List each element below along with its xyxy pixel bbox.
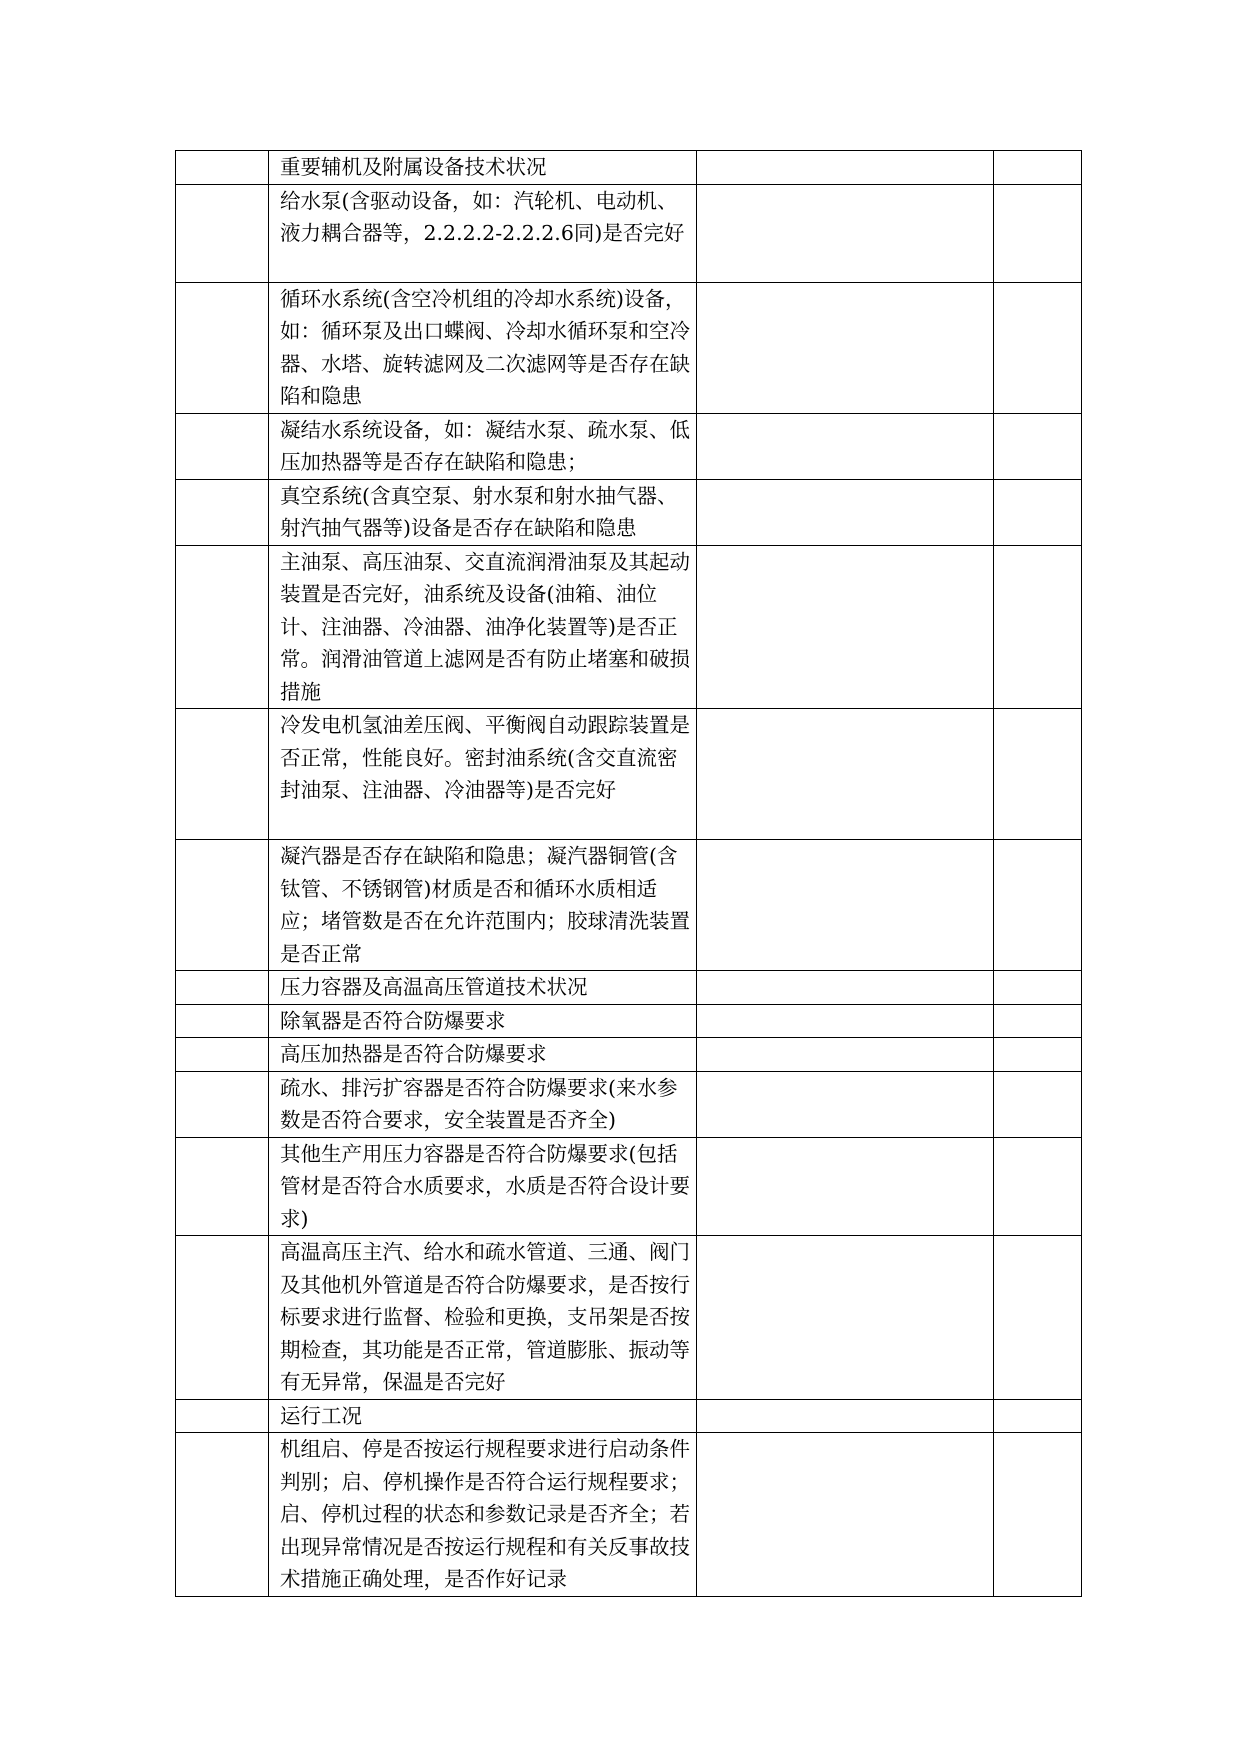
table-row	[176, 545, 1082, 709]
item-number-cell	[176, 282, 269, 413]
remark-cell	[994, 1399, 1082, 1433]
result-cell	[697, 840, 994, 971]
table-row	[176, 282, 1082, 413]
item-number-cell	[176, 151, 269, 185]
item-text-cell: 真空系统(含真空泵、射水泵和射水抽气器、射汽抽气器等)设备是否存在缺陷和隐患	[269, 479, 697, 545]
item-text-cell: 高温高压主汽、给水和疏水管道、三通、阀门及其他机外管道是否符合防爆要求，是否按行标要求进行监督、检验和更换，支吊架是否按期检查，其功能是否正常，管道膨胀、振动等有无异常，保温是否完好	[269, 1236, 697, 1400]
remark-cell	[994, 479, 1082, 545]
table-row	[176, 151, 1082, 185]
item-number-cell	[176, 840, 269, 971]
remark-cell	[994, 709, 1082, 840]
remark-cell	[994, 282, 1082, 413]
checklist-body	[176, 151, 1082, 1597]
item-text-cell: 主油泵、高压油泵、交直流润滑油泵及其起动装置是否完好，油系统及设备(油箱、油位计、注油器、冷油器、油净化装置等)是否正常。润滑油管道上滤网是否有防止堵塞和破损措施	[269, 545, 697, 709]
item-text-cell: 循环水系统(含空冷机组的冷却水系统)设备，如：循环泵及出口蝶阀、冷却水循环泵和空冷器、水塔、旋转滤网及二次滤网等是否存在缺陷和隐患	[269, 282, 697, 413]
item-text-cell: 机组启、停是否按运行规程要求进行启动条件判别；启、停机操作是否符合运行规程要求；启、停机过程的状态和参数记录是否齐全；若出现异常情况是否按运行规程和有关反事故技术措施正确处理，是否作好记录	[269, 1433, 697, 1597]
table-row	[176, 479, 1082, 545]
table-row	[176, 1236, 1082, 1400]
result-cell	[697, 282, 994, 413]
item-text-cell: 冷发电机氢油差压阀、平衡阀自动跟踪装置是否正常，性能良好。密封油系统(含交直流密封油泵、注油器、冷油器等)是否完好	[269, 709, 697, 840]
item-number-cell	[176, 413, 269, 479]
inspection-checklist-table	[175, 150, 1082, 1597]
table-row	[176, 184, 1082, 282]
item-number-cell	[176, 545, 269, 709]
result-cell	[697, 1038, 994, 1072]
table-row	[176, 1399, 1082, 1433]
item-text-cell: 压力容器及高温高压管道技术状况	[269, 971, 697, 1005]
item-text-cell: 高压加热器是否符合防爆要求	[269, 1038, 697, 1072]
table-row	[176, 709, 1082, 840]
remark-cell	[994, 1071, 1082, 1137]
item-text-cell: 凝汽器是否存在缺陷和隐患；凝汽器铜管(含钛管、不锈钢管)材质是否和循环水质相适应；堵管数是否在允许范围内；胶球清洗装置是否正常	[269, 840, 697, 971]
item-number-cell	[176, 971, 269, 1005]
result-cell	[697, 971, 994, 1005]
remark-cell	[994, 840, 1082, 971]
result-cell	[697, 1399, 994, 1433]
item-number-cell	[176, 1433, 269, 1597]
item-number-cell	[176, 1038, 269, 1072]
table-row	[176, 413, 1082, 479]
remark-cell	[994, 545, 1082, 709]
result-cell	[697, 151, 994, 185]
remark-cell	[994, 184, 1082, 282]
item-number-cell	[176, 1071, 269, 1137]
item-number-cell	[176, 1399, 269, 1433]
table-row	[176, 1004, 1082, 1038]
remark-cell	[994, 413, 1082, 479]
item-text-cell: 运行工况	[269, 1399, 697, 1433]
result-cell	[697, 413, 994, 479]
remark-cell	[994, 151, 1082, 185]
item-number-cell	[176, 184, 269, 282]
table-row	[176, 1071, 1082, 1137]
remark-cell	[994, 971, 1082, 1005]
item-text-cell: 凝结水系统设备，如：凝结水泵、疏水泵、低压加热器等是否存在缺陷和隐患；	[269, 413, 697, 479]
table-row	[176, 1038, 1082, 1072]
item-number-cell	[176, 1236, 269, 1400]
item-text-cell: 重要辅机及附属设备技术状况	[269, 151, 697, 185]
result-cell	[697, 1236, 994, 1400]
remark-cell	[994, 1433, 1082, 1597]
table-row	[176, 1433, 1082, 1597]
result-cell	[697, 545, 994, 709]
result-cell	[697, 184, 994, 282]
table-row	[176, 1137, 1082, 1236]
item-number-cell	[176, 709, 269, 840]
remark-cell	[994, 1137, 1082, 1236]
item-text-cell: 疏水、排污扩容器是否符合防爆要求(来水参数是否符合要求，安全装置是否齐全)	[269, 1071, 697, 1137]
item-number-cell	[176, 1004, 269, 1038]
result-cell	[697, 479, 994, 545]
result-cell	[697, 1433, 994, 1597]
result-cell	[697, 1004, 994, 1038]
item-text-cell: 除氧器是否符合防爆要求	[269, 1004, 697, 1038]
result-cell	[697, 709, 994, 840]
item-number-cell	[176, 1137, 269, 1236]
remark-cell	[994, 1236, 1082, 1400]
item-text-cell: 其他生产用压力容器是否符合防爆要求(包括管材是否符合水质要求，水质是否符合设计要求)	[269, 1137, 697, 1236]
result-cell	[697, 1137, 994, 1236]
item-text-cell: 给水泵(含驱动设备，如：汽轮机、电动机、液力耦合器等，2.2.2.2-2.2.2.6同)是否完好	[269, 184, 697, 282]
table-row	[176, 840, 1082, 971]
result-cell	[697, 1071, 994, 1137]
item-number-cell	[176, 479, 269, 545]
remark-cell	[994, 1038, 1082, 1072]
table-row	[176, 971, 1082, 1005]
remark-cell	[994, 1004, 1082, 1038]
